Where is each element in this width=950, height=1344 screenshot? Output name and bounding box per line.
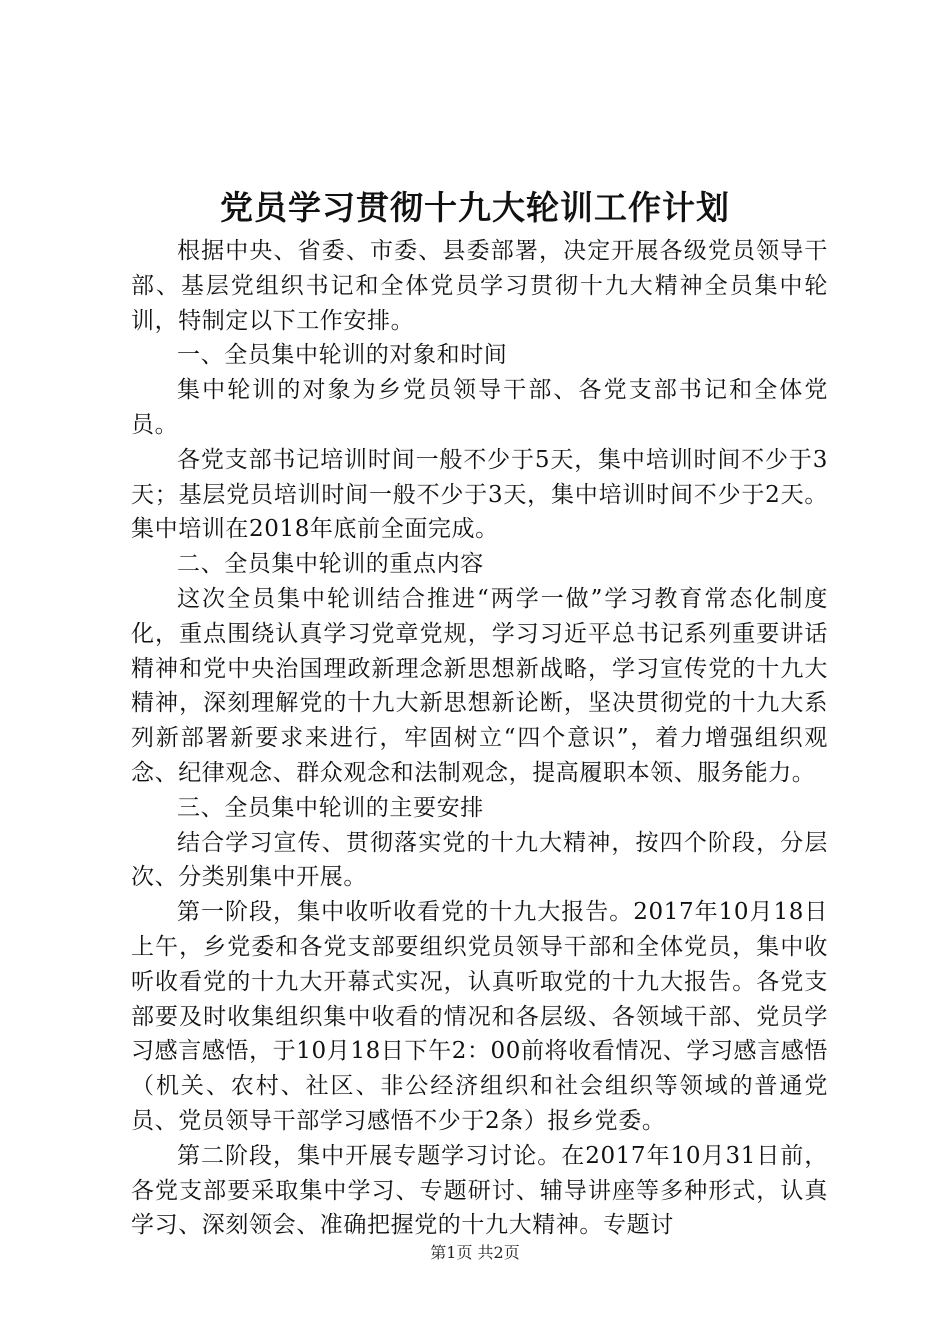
page-number: 第1页 共2页 xyxy=(430,1243,520,1262)
section-heading-2: 二、全员集中轮训的重点内容 xyxy=(177,551,484,578)
paragraph-duration: 各党支部书记培训时间一般不少于5天，集中培训时间不少于3天；基层党员培训时间一般不少于3天，集中培训时间不少于2天。集中培训在2018年底前全面完成。 xyxy=(131,446,828,543)
section-heading-1: 一、全员集中轮训的对象和时间 xyxy=(177,342,508,369)
document-title: 党员学习贯彻十九大轮训工作计划 xyxy=(220,188,730,227)
paragraph-phase-1: 第一阶段，集中收听收看党的十九大报告。2017年10月18日上午，乡党委和各党支部要组织党员领导干部和全体党员，集中收听收看党的十九大开幕式实况，认真听取党的十九大报告。各党支部要及时收集组织集中收看的情况和各层级、各领域干部、党员学习感言感悟，于10月18日下午2：00前将收看情况、学习感言感悟（机关、农村、社区、非公经济组织和社会组织等领域的普通党员、党员领导干部学习感悟不少于2条）报乡党委。 xyxy=(131,899,828,1134)
paragraph-arrangement: 结合学习宣传、贯彻落实党的十九大精神，按四个阶段，分层次、分类别集中开展。 xyxy=(131,829,828,891)
section-heading-3: 三、全员集中轮训的主要安排 xyxy=(177,794,484,821)
paragraph-intro: 根据中央、省委、市委、县委部署，决定开展各级党员领导干部、基层党组织书记和全体党员学习贯彻十九大精神全员集中轮训，特制定以下工作安排。 xyxy=(131,238,828,334)
paragraph-content: 这次全员集中轮训结合推进“两学一做”学习教育常态化制度化，重点围绕认真学习党章党规，学习习近平总书记系列重要讲话精神和党中央治国理政新理念新思想新战略，学习宣传党的十九大精神，深刻理解党的十九大新思想新论断，坚决贯彻党的十九大系列新部署新要求来进行，牢固树立“四个意识”，着力增强组织观念、纪律观念、群众观念和法制观念，提高履职本领、服务能力。 xyxy=(131,585,828,786)
document-body xyxy=(131,234,828,1243)
paragraph-targets: 集中轮训的对象为乡党员领导干部、各党支部书记和全体党员。 xyxy=(131,377,828,438)
paragraph-phase-2: 第二阶段，集中开展专题学习讨论。在2017年10月31日前，各党支部要采取集中学习、专题研讨、辅导讲座等多种形式，认真学习、深刻领会、准确把握党的十九大精神。专题讨 xyxy=(131,1142,828,1239)
